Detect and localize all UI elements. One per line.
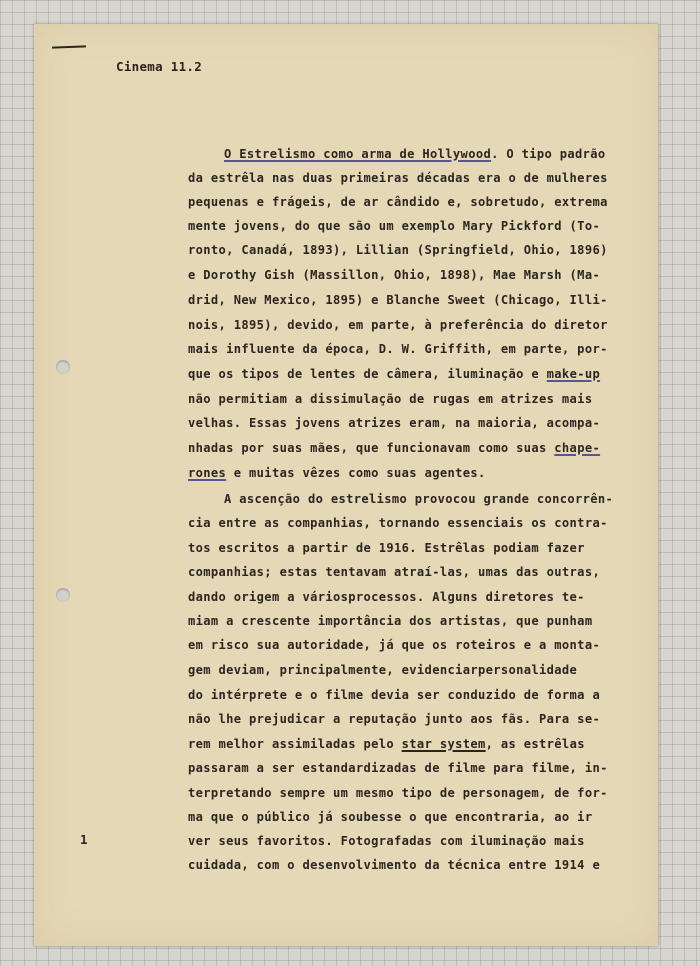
paragraph2-line: ma que o público já soubesse o que encontraria, ao ir bbox=[188, 810, 593, 824]
pencil-mark bbox=[52, 45, 86, 48]
paragraph2-line: cuidada, com o desenvolvimento da técnica entre 1914 e bbox=[188, 858, 601, 872]
paragraph1-line: drid, New Mexico, 1895) e Blanche Sweet (Chicago, Illi- bbox=[188, 293, 608, 307]
paragraph2-line: miam a crescente importância dos artistas, que punham bbox=[188, 614, 593, 628]
paragraph1-line: que os tipos de lentes de câmera, iluminação e make-up bbox=[188, 367, 601, 381]
paragraph2-line: terpretando sempre um mesmo tipo de personagem, de for- bbox=[188, 786, 608, 800]
paragraph2-line: companhias; estas tentavam atraí-las, umas das outras, bbox=[188, 565, 601, 579]
paragraph2-line: em risco sua autoridade, já que os roteiros e a monta- bbox=[188, 638, 601, 652]
paragraph2-line: gem deviam, principalmente, evidenciarpersonalidade bbox=[188, 663, 578, 677]
section-title: O Estrelismo como arma de Hollywood bbox=[224, 147, 492, 161]
paragraph1-line: ronto, Canadá, 1893), Lillian (Springfield, Ohio, 1896) bbox=[188, 243, 608, 257]
paragraph1-line: O Estrelismo como arma de Hollywood. O tipo padrão bbox=[224, 147, 606, 161]
paragraph2-line: passaram a ser estandardizadas de filme para filme, in- bbox=[188, 761, 608, 775]
punch-hole-top bbox=[56, 360, 70, 374]
punch-hole-bottom bbox=[56, 588, 70, 602]
paragraph1-line: nhadas por suas mães, que funcionavam como suas chape- bbox=[188, 441, 601, 455]
paragraph1-line: mente jovens, do que são um exemplo Mary Pickford (To- bbox=[188, 219, 601, 233]
typewritten-page bbox=[34, 24, 658, 946]
underlined-term: star system bbox=[401, 737, 486, 751]
paragraph1-line: da estrêla nas duas primeiras décadas era o de mulheres bbox=[188, 171, 608, 185]
paragraph2-line: cia entre as companhias, tornando essenciais os contra- bbox=[188, 516, 608, 530]
paragraph2-line: não lhe prejudicar a reputação junto aos fãs. Para se- bbox=[188, 712, 601, 726]
paragraph1-line: nois, 1895), devido, em parte, à preferência do diretor bbox=[188, 318, 608, 332]
underlined-term: chape- bbox=[554, 441, 601, 455]
paragraph2-line: A ascenção do estrelismo provocou grande concorrên- bbox=[224, 492, 614, 506]
paragraph2-line: tos escritos a partir de 1916. Estrêlas podiam fazer bbox=[188, 541, 585, 555]
page-header: Cinema 11.2 bbox=[116, 59, 203, 74]
paragraph2-line: dando origem a váriosprocessos. Alguns diretores te- bbox=[188, 590, 585, 604]
paragraph2-line: rem melhor assimiladas pelo star system, as estrêlas bbox=[188, 737, 585, 751]
paragraph1-line: e Dorothy Gish (Massillon, Ohio, 1898), Mae Marsh (Ma- bbox=[188, 268, 601, 282]
underlined-term: rones bbox=[188, 466, 227, 480]
paragraph1-line: velhas. Essas jovens atrizes eram, na maioria, acompa- bbox=[188, 416, 601, 430]
paragraph1-line: não permitiam a dissimulação de rugas em atrizes mais bbox=[188, 392, 593, 406]
paragraph2-line: do intérprete e o filme devia ser conduzido de forma a bbox=[188, 688, 601, 702]
page-number: 1 bbox=[80, 832, 88, 847]
paragraph1-line: pequenas e frágeis, de ar cândido e, sobretudo, extrema bbox=[188, 195, 608, 209]
paragraph1-line: rones e muitas vêzes como suas agentes. bbox=[188, 466, 486, 480]
paragraph2-line: ver seus favoritos. Fotografadas com iluminação mais bbox=[188, 834, 585, 848]
underlined-term: make-up bbox=[546, 367, 601, 381]
paragraph1-line: mais influente da época, D. W. Griffith, em parte, por- bbox=[188, 342, 608, 356]
